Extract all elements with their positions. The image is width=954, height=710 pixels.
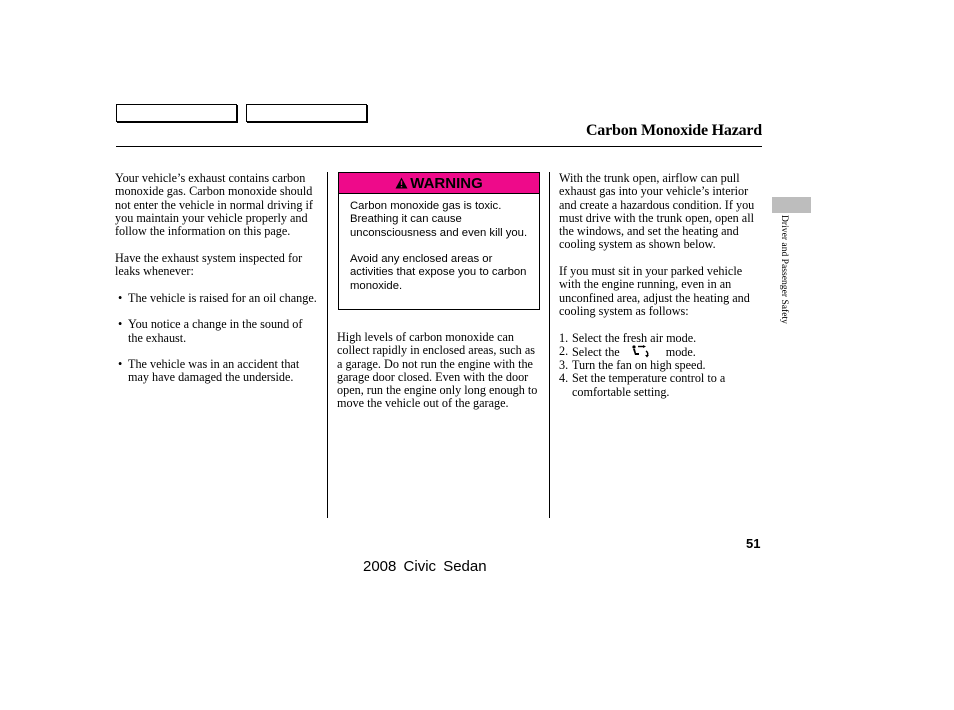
footer-model: 2008 Civic Sedan	[363, 558, 487, 575]
column-left	[115, 172, 320, 398]
list-item: • The vehicle was in an accident that may have damaged the underside.	[118, 357, 300, 385]
bullet-icon: •	[118, 290, 123, 305]
list-item: 3. Turn the fan on high speed.	[559, 358, 706, 373]
column-right	[559, 172, 764, 399]
bullet-icon: •	[118, 317, 123, 332]
intro-paragraph: Your vehicle’s exhaust contains carbon monoxide gas. Carbon monoxide should not enter the vehicle in normal driving if you maintain your vehicle properly and follow the information on this page.	[115, 171, 313, 239]
warning-text: Avoid any enclosed areas or activities that expose you to carbon monoxide.	[350, 253, 527, 292]
vent-mode-icon	[630, 345, 652, 358]
nav-button-previous[interactable]	[116, 104, 237, 122]
column-divider	[327, 172, 328, 518]
title-divider	[116, 146, 762, 147]
parked-paragraph: If you must sit in your parked vehicle with the engine running, even in an unconfined area, adjust the heating and cooling system as follows:	[559, 264, 750, 318]
list-item: • The vehicle is raised for an oil change.	[118, 290, 317, 305]
warning-box	[338, 172, 540, 310]
list-item: 4. Set the temperature control to a comfortable setting.	[559, 371, 726, 399]
list-item: 1. Select the fresh air mode.	[559, 330, 697, 345]
steps-list	[559, 332, 764, 399]
nav-button-next[interactable]	[246, 104, 367, 122]
list-item: • You notice a change in the sound of the exhaust.	[118, 317, 303, 345]
column-divider	[549, 172, 550, 518]
warning-label: WARNING	[410, 174, 483, 192]
warning-body	[339, 194, 539, 293]
warning-triangle-icon	[395, 177, 408, 189]
page-number: 51	[746, 536, 761, 551]
garage-paragraph: High levels of carbon monoxide can collect rapidly in enclosed areas, such as a garage. Do not run the engine with the garage door closed. Even with the door open, run the engine only long enough to move the vehicle out of the garage.	[337, 330, 538, 411]
section-title: Carbon Monoxide Hazard	[585, 122, 762, 139]
bullet-icon: •	[118, 357, 123, 372]
inspection-list	[115, 292, 320, 385]
inspect-paragraph: Have the exhaust system inspected for leaks whenever:	[115, 250, 303, 279]
warning-text: Carbon monoxide gas is toxic. Breathing it can cause unconsciousness and even kill you.	[350, 200, 528, 239]
section-tab	[772, 197, 811, 213]
trunk-paragraph: With the trunk open, airflow can pull exhaust gas into your vehicle’s interior and create a hazardous condition. If you must drive with the trunk open, open all the windows, and set the heating and cooling system as shown below.	[559, 171, 755, 252]
section-side-label: Driver and Passenger Safety	[779, 215, 790, 324]
warning-header	[339, 173, 539, 194]
list-item: 2. Select the mode.	[559, 343, 696, 359]
column-middle-text	[337, 331, 543, 411]
